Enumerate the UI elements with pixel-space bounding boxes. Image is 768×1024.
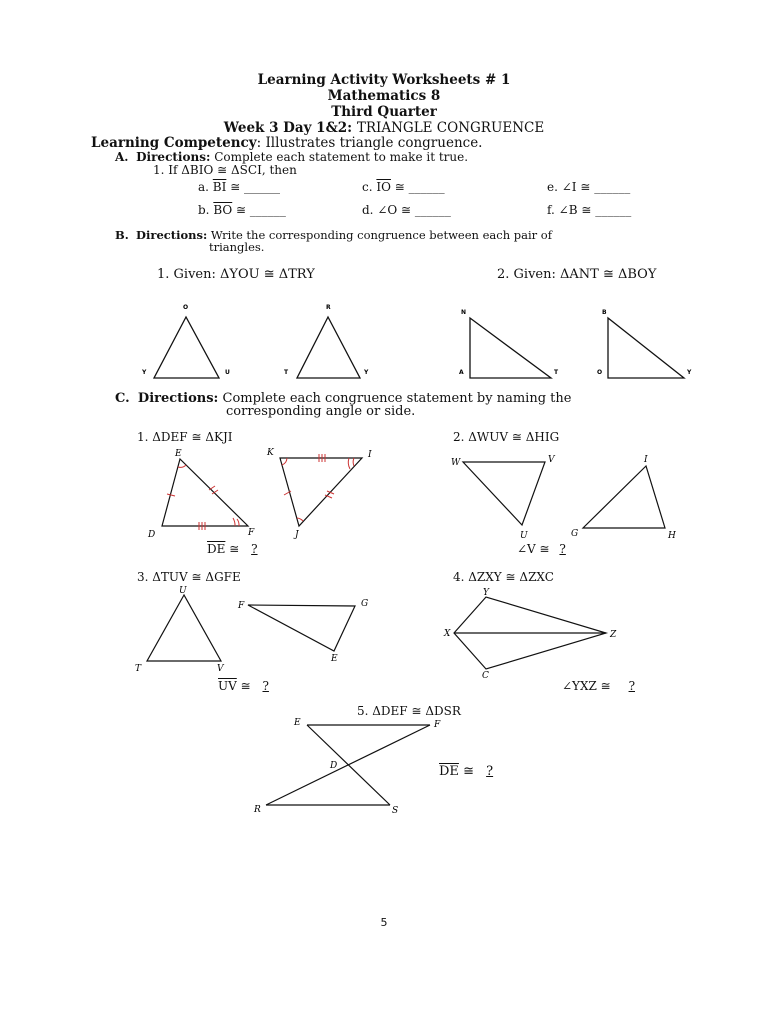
part-c-item-3-title: 3. ΔTUV ≅ ΔGFE [137, 570, 241, 584]
vertex-label: S [392, 806, 399, 816]
part-a-directions [115, 150, 468, 164]
vertex-label: T [554, 369, 559, 376]
answer-blank: ? [628, 679, 635, 693]
part-b-directions [115, 228, 552, 242]
question-text: ∠YXZ ≅ [562, 679, 611, 693]
vertex-label: T [284, 369, 289, 376]
part-a-item-e [547, 180, 630, 194]
triangle-you [135, 300, 245, 380]
part-a-dir-text: Complete each statement to make it true. [214, 150, 469, 164]
item-prefix: b. [198, 203, 210, 217]
part-b-dir-text-2: triangles. [209, 240, 265, 254]
vertex-label: I [368, 450, 372, 460]
part-b-dir-text: Write the corresponding congruence between each pair of [210, 228, 552, 242]
part-a-item-d [362, 203, 451, 217]
part-b-dir-label: Directions: [136, 228, 208, 242]
part-a-letter: A. [115, 150, 129, 164]
vertex-label: G [361, 599, 369, 609]
item-blank: ≅ ______ [236, 203, 286, 217]
triangle-ant [455, 302, 570, 382]
item-blank: ≅ ______ [230, 180, 281, 194]
part-a-item-b [198, 203, 286, 217]
part-c-dir-label: Directions: [137, 391, 219, 406]
worksheet-title: Learning Activity Worksheets # 1 [257, 72, 511, 88]
part-a-item-f [547, 203, 631, 217]
item-text: ∠B ≅ ______ [558, 203, 632, 217]
part-c-item-3-question [218, 679, 277, 693]
vertex-label: R [326, 304, 331, 311]
vertex-label: X [444, 629, 451, 639]
vertex-label: O [597, 369, 603, 376]
segment: $\overline{DE}$ [207, 542, 226, 556]
segment: $\overline{IO}$ [376, 180, 391, 194]
vertex-label: Z [610, 630, 617, 640]
vertex-label: Y [364, 369, 369, 376]
part-c-item-2-question [517, 542, 572, 556]
part-a-given: 1. If ΔBIO ≅ ΔSCI, then [153, 163, 297, 177]
part-c-dir-text: Complete each congruence statement by naming the [222, 391, 572, 406]
topic-label: TRIANGLE CONGRUENCE [356, 120, 545, 136]
vertex-label: J [295, 530, 299, 540]
part-c-item-1-question [207, 542, 266, 556]
vertex-label: O [183, 304, 189, 311]
vertex-label: Y [687, 369, 692, 376]
answer-blank: ? [262, 679, 269, 693]
vertex-label: N [461, 309, 467, 316]
triangle-try [278, 300, 388, 380]
vertex-label: F [238, 601, 245, 611]
vertex-label: W [451, 458, 461, 468]
quarter-title: Third Quarter [331, 104, 437, 120]
part-b-letter: B. [115, 228, 129, 242]
vertex-label: F [248, 528, 255, 538]
vertex-label: G [571, 529, 579, 539]
part-c-item-4-question [562, 679, 649, 693]
vertex-label: Y [483, 588, 489, 598]
triangle-boy [596, 302, 701, 382]
week-title [0, 120, 768, 136]
competency-text: : Illustrates triangle congruence. [256, 135, 483, 151]
vertex-label: V [548, 455, 555, 465]
vertex-label: U [520, 531, 528, 541]
part-a-dir-label: Directions: [136, 150, 211, 164]
vertex-label: I [644, 455, 648, 465]
vertex-label: D [148, 530, 156, 540]
segment: $\overline{BO}$ [213, 203, 233, 217]
kite-zxy-zxc [440, 585, 640, 685]
week-label: Week 3 Day 1&2: [223, 120, 353, 136]
congruent-sign: ≅ [229, 542, 240, 556]
congruent-sign: ≅ [240, 679, 251, 693]
part-b-item-2: 2. Given: ΔANT ≅ ΔBOY [497, 267, 657, 282]
answer-blank: ? [559, 542, 566, 556]
vertex-label: V [217, 664, 224, 674]
bowtie-def-dsr [250, 715, 450, 815]
vertex-label: H [668, 531, 676, 541]
vertex-label: C [482, 671, 489, 681]
congruent-sign: ≅ [463, 764, 474, 779]
part-a-item-c [362, 180, 445, 194]
item-prefix: a. [198, 180, 209, 194]
vertex-label: B [602, 309, 607, 316]
item-blank: ≅ ______ [394, 180, 445, 194]
vertex-label: E [294, 718, 301, 728]
vertex-label: T [135, 664, 142, 674]
part-c-dir-text-2: corresponding angle or side. [226, 404, 416, 419]
part-c-item-5-title: 5. ΔDEF ≅ ΔDSR [357, 704, 461, 718]
part-c-item-1-title: 1. ΔDEF ≅ ΔKJI [137, 430, 233, 444]
vertex-label: A [459, 369, 464, 376]
item-prefix: e. [547, 180, 558, 194]
part-c-item-2-title: 2. ΔWUV ≅ ΔHIG [453, 430, 560, 444]
vertex-label: U [179, 586, 187, 596]
vertex-label: E [331, 654, 338, 664]
segment: $\overline{UV}$ [218, 679, 237, 693]
triangles-tuv-gfe [125, 585, 385, 680]
vertex-label: F [434, 720, 441, 730]
vertex-label: U [225, 369, 230, 376]
learning-competency [91, 135, 482, 151]
vertex-label: K [267, 448, 274, 458]
part-b-item-1: 1. Given: ΔYOU ≅ ΔTRY [157, 267, 315, 282]
subject-title: Mathematics 8 [327, 88, 441, 104]
item-prefix: c. [362, 180, 373, 194]
vertex-label: Y [142, 369, 147, 376]
triangles-wuv-hig [445, 450, 695, 545]
part-a-item-a [198, 180, 280, 194]
page-number: 5 [380, 916, 388, 929]
item-prefix: d. [362, 203, 374, 217]
question-text: ∠V ≅ [517, 542, 550, 556]
competency-label: Learning Competency [91, 135, 257, 151]
item-text: ∠O ≅ ______ [377, 203, 451, 217]
answer-blank: ? [486, 764, 494, 779]
answer-blank: ? [251, 542, 258, 556]
vertex-label: R [254, 805, 261, 815]
triangles-def-kji [145, 445, 375, 545]
part-c-item-4-title: 4. ΔZXY ≅ ΔZXC [453, 570, 554, 584]
item-prefix: f. [547, 203, 555, 217]
part-c-letter: C. [115, 391, 130, 406]
vertex-label: D [330, 761, 338, 771]
segment: $\overline{BI}$ [212, 180, 227, 194]
vertex-label: E [175, 449, 182, 459]
item-text: ∠I ≅ ______ [561, 180, 631, 194]
part-c-item-5-question [439, 764, 501, 779]
segment: $\overline{DE}$ [439, 764, 459, 779]
